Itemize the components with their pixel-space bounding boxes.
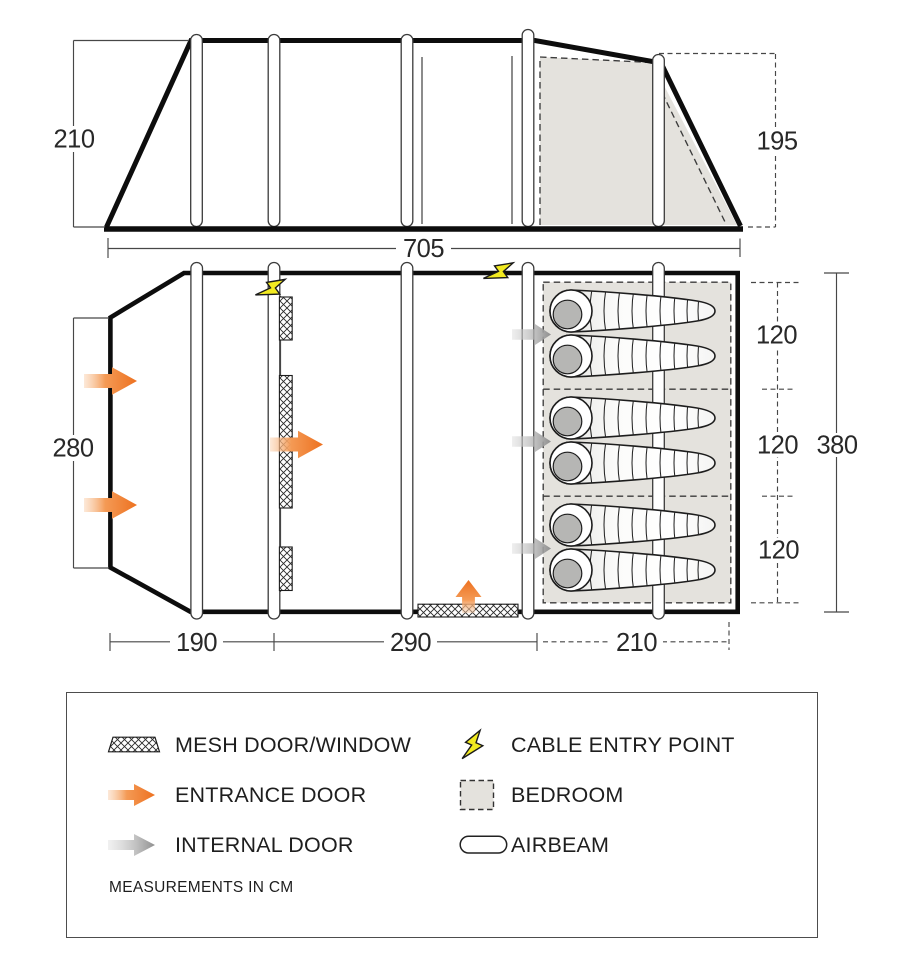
- dimension-label: 210: [53, 125, 95, 154]
- entrance-door-arrow-icon: [107, 781, 175, 809]
- legend-item-cable: [417, 720, 817, 770]
- legend-item-mesh: [67, 720, 417, 770]
- airbeam: [191, 263, 203, 620]
- airbeam: [401, 35, 413, 227]
- dimension-label: 120: [757, 536, 800, 565]
- airbeam-icon: [459, 835, 511, 855]
- airbeam: [191, 35, 203, 227]
- dimension-total-width: [812, 273, 862, 612]
- dimension-total-length: [108, 235, 740, 263]
- legend-item-internal: [67, 820, 417, 870]
- bedroom-area-elevation: [540, 57, 737, 225]
- legend-item-airbeam: [417, 820, 817, 870]
- dimension-label: 190: [175, 629, 218, 657]
- legend-item-entrance: [67, 770, 417, 820]
- legend-label: BEDROOM: [511, 782, 624, 807]
- dimension-label: 120: [755, 321, 798, 350]
- legend-label: INTERNAL DOOR: [175, 832, 354, 857]
- dimension-label: 195: [756, 127, 798, 156]
- legend-right-column: [417, 720, 817, 870]
- mesh-panel: [279, 297, 292, 340]
- legend-label: AIRBEAM: [511, 832, 610, 857]
- airbeam: [268, 35, 280, 227]
- mesh-panel: [279, 547, 292, 591]
- floor-plan-view: [47, 235, 862, 657]
- airbeam: [522, 30, 534, 227]
- dimension-bedroom-sections: [751, 283, 802, 604]
- dimension-front-width: [47, 318, 109, 568]
- legend-label: ENTRANCE DOOR: [175, 782, 367, 807]
- legend-label: CABLE ENTRY POINT: [511, 732, 735, 757]
- dimension-label: 280: [52, 434, 94, 463]
- dimension-label: 120: [756, 431, 799, 460]
- legend-left-column: [67, 720, 417, 870]
- measurements-note: MEASUREMENTS IN CM: [109, 879, 294, 896]
- legend-item-bedroom: [417, 770, 817, 820]
- dimension-label: 210: [615, 629, 658, 657]
- dimension-label: 290: [389, 629, 432, 657]
- airbeam: [401, 263, 413, 620]
- legend: [66, 692, 818, 938]
- bedroom-swatch-icon: [459, 779, 511, 812]
- dimension-label: 705: [402, 235, 445, 263]
- airbeam: [653, 55, 665, 227]
- dimension-label: 380: [816, 431, 858, 460]
- mesh-swatch-icon: [107, 736, 175, 754]
- cable-entry-bolt-icon: [459, 727, 511, 763]
- legend-label: MESH DOOR/WINDOW: [175, 732, 412, 757]
- side-elevation-view: [49, 30, 803, 230]
- dimension-bottom-sections: [110, 622, 729, 657]
- internal-door-arrow-icon: [107, 831, 175, 859]
